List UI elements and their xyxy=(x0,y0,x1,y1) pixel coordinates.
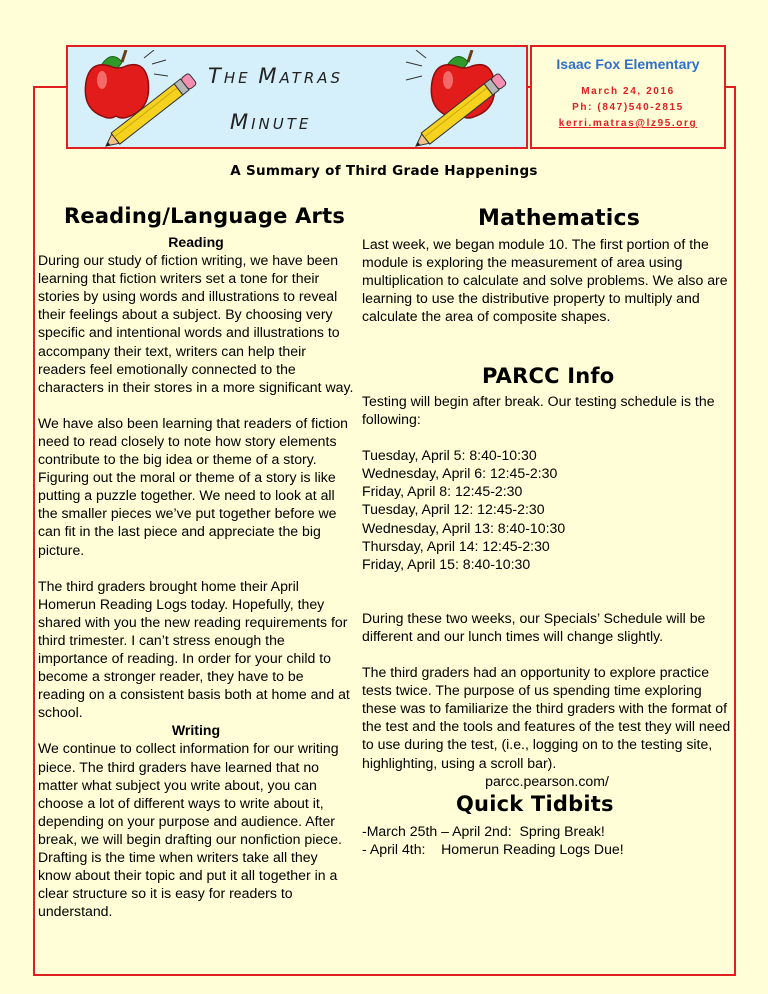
schedule-item: Wednesday, April 13: 8:40-10:30 xyxy=(362,519,566,536)
parcc-section xyxy=(362,392,732,790)
apple-pencil-icon xyxy=(82,50,202,150)
newsletter-title-line1: THE MATRAS xyxy=(208,64,344,88)
school-info-box xyxy=(530,45,726,149)
summary-subtitle: A Summary of Third Grade Happenings xyxy=(230,163,538,179)
newsletter-date: March 24, 2016 xyxy=(581,86,675,97)
schedule-item: Friday, April 15: 8:40-10:30 xyxy=(362,555,531,572)
reading-paragraph: During our study of fiction writing, we have been learning that fiction writers set a tone for their stories by using words and illustrations to reveal their feelings about a subject. By choosing very specific and intentional words and illustrations to accompany their text, writers can help their readers feel emotionally connected to the characters in their stores in a more significant way. xyxy=(38,252,354,395)
reading-heading: Reading/Language Arts xyxy=(64,204,346,228)
reading-section xyxy=(38,233,354,920)
parcc-heading: PARCC Info xyxy=(482,364,615,388)
reading-paragraph: The third graders brought home their April Homerun Reading Logs today. Hopefully, they shared with you the new reading requirements for third trimester. I can’t stress enough the importance of reading. In order for your child to become a stronger reader, they have to be reading on a consistent basis both at home and at school. xyxy=(38,577,350,721)
parcc-intro: Testing will begin after break. Our testing schedule is the following: xyxy=(362,393,715,428)
writing-paragraph: We continue to collect information for our writing piece. The third graders have learned that no matter what subject you write about, you can choose a lot of different ways to write about it, depending on your purpose and audience. After break, we will begin drafting our nonfiction piece. Drafting is the time when writers take all they know about their topic and put it all together in a clear structure so it is easy for readers to understand. xyxy=(38,740,342,920)
apple-pencil-icon-right xyxy=(396,50,516,150)
tidbit-item: - April 4th: Homerun Reading Logs Due! xyxy=(362,841,624,858)
school-phone: Ph: (847)540-2815 xyxy=(572,102,684,113)
school-name: Isaac Fox Elementary xyxy=(556,56,700,72)
newsletter-title-line2: MINUTE xyxy=(230,110,312,134)
parcc-link[interactable]: parcc.pearson.com/ xyxy=(485,772,609,789)
specials-paragraph: During these two weeks, our Specials’ Schedule will be different and our lunch times will change slightly. xyxy=(362,609,706,644)
tidbits-heading: Quick Tidbits xyxy=(456,792,614,816)
tidbit-item: -March 25th – April 2nd: Spring Break! xyxy=(362,823,605,839)
reading-subheading: Reading xyxy=(168,234,224,250)
tidbits-section xyxy=(362,822,732,858)
math-heading: Mathematics xyxy=(478,206,641,231)
math-paragraph: Last week, we began module 10. The first portion of the module is exploring the measurement of area using multiplication to calculate and solve problems. We also are learning to use the distributive property to multiply and calculate the area of composite shapes. xyxy=(362,236,728,325)
reading-paragraph: We have also been learning that readers of fiction need to read closely to note how story elements contribute to the big idea or theme of a story. Figuring out the moral or theme of a story is like putting a puzzle together. We need to look at all the smaller pieces we’ve put together before we can fit in the last piece and appreciate the big picture. xyxy=(38,414,348,558)
schedule-item: Tuesday, April 12: 12:45-2:30 xyxy=(362,501,545,518)
practice-paragraph: The third graders had an opportunity to explore practice tests twice. The purpose of us spending time exploring these was to familiarize the third graders with the format of the test and the tools and features of the test they will need to use during the test, (i.e., logging on to the testing site, highlighting, using a scroll bar). xyxy=(362,664,731,771)
schedule-item: Tuesday, April 5: 8:40-10:30 xyxy=(362,447,537,464)
math-section xyxy=(362,235,732,325)
writing-subheading: Writing xyxy=(171,722,221,739)
schedule-item: Friday, April 8: 12:45-2:30 xyxy=(362,483,523,500)
schedule-item: Thursday, April 14: 12:45-2:30 xyxy=(362,537,550,554)
schedule-item: Wednesday, April 6: 12:45-2:30 xyxy=(362,465,558,482)
teacher-email-link[interactable]: kerri.matras@lz95.org xyxy=(558,118,698,129)
